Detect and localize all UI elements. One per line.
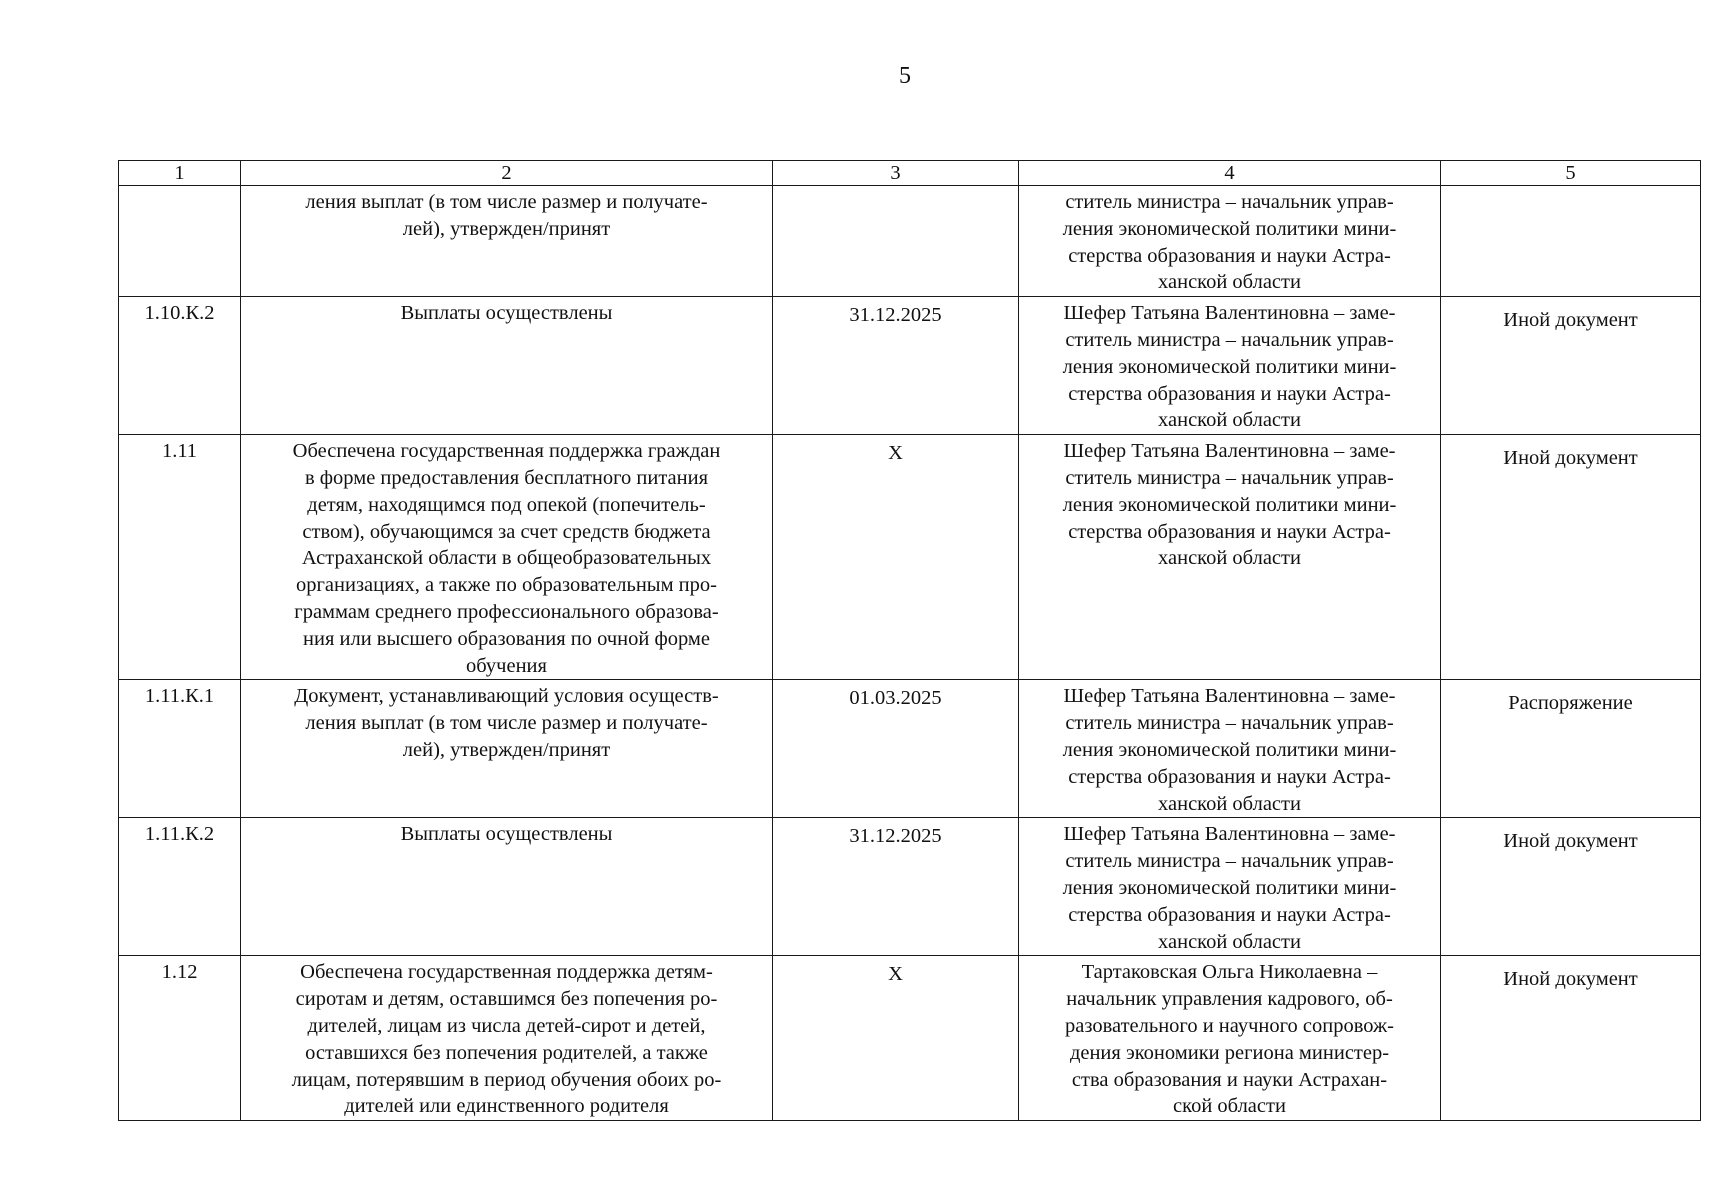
- cell-text-line: сиротам и детям, оставшимся без попечения ро-: [295, 988, 718, 1011]
- deadline-cell: [773, 186, 1019, 297]
- deadline-cell: X: [773, 435, 1019, 680]
- result-name-cell: [241, 956, 773, 1121]
- cell-text-line: стерства образования и науки Астра-: [1068, 382, 1391, 405]
- row-number-cell: 1.11.К.2: [119, 818, 241, 956]
- column-number-5: 5: [1441, 161, 1701, 186]
- cell-text-line: ханской области: [1158, 271, 1301, 294]
- cell-text-line: дения экономики региона министер-: [1069, 1041, 1390, 1064]
- document-type-cell: Иной документ: [1441, 435, 1701, 680]
- cell-text-line: ститель министра – начальник управ-: [1065, 328, 1394, 351]
- cell-text-line: организациях, а также по образовательным про-: [296, 574, 717, 597]
- cell-text-line: ханской области: [1158, 930, 1301, 953]
- responsible-cell: [1019, 956, 1441, 1121]
- cell-text-line: стерства образования и науки Астра-: [1068, 903, 1391, 926]
- row-number-cell: 1.10.К.2: [119, 297, 241, 435]
- cell-text-line: Тартаковская Ольга Николаевна –: [1081, 961, 1378, 984]
- column-number-3: 3: [773, 161, 1019, 186]
- cell-text-line: граммам среднего профессионального образова-: [294, 600, 719, 623]
- activities-table: [118, 160, 1701, 1121]
- cell-text-line: ства образования и науки Астрахан-: [1071, 1068, 1388, 1091]
- column-number-4: 4: [1019, 161, 1441, 186]
- row-number-cell: 1.11.К.1: [119, 680, 241, 818]
- cell-text-line: ститель министра – начальник управ-: [1065, 850, 1394, 873]
- cell-text-line: ния или высшего образования по очной форме: [303, 627, 710, 650]
- cell-text-line: ханской области: [1158, 792, 1301, 815]
- cell-text-line: ления выплат (в том числе размер и получате-: [305, 712, 708, 735]
- row-number-cell: 1.11: [119, 435, 241, 680]
- document-type-cell: Иной документ: [1441, 956, 1701, 1121]
- result-name-cell: [241, 186, 773, 297]
- document-type-cell: Иной документ: [1441, 818, 1701, 956]
- cell-text-line: лей), утвержден/принят: [402, 738, 611, 761]
- deadline-cell: 31.12.2025: [773, 297, 1019, 435]
- cell-text-line: дителей, лицам из числа детей-сирот и детей,: [307, 1014, 706, 1037]
- cell-text-line: ления экономической политики мини-: [1062, 493, 1397, 516]
- cell-text-line: ления экономической политики мини-: [1062, 217, 1397, 240]
- cell-text-line: ститель министра – начальник управ-: [1065, 712, 1394, 735]
- cell-text-line: стерства образования и науки Астра-: [1068, 244, 1391, 267]
- column-numbers-row: [119, 161, 1701, 186]
- cell-text-line: лицам, потерявшим в период обучения обоих ро-: [291, 1068, 722, 1091]
- table-row: [119, 435, 1701, 680]
- result-name-cell: [241, 818, 773, 956]
- cell-text-line: Обеспечена государственная поддержка граждан: [292, 440, 721, 463]
- deadline-cell: X: [773, 956, 1019, 1121]
- table-row: [119, 680, 1701, 818]
- deadline-cell: 31.12.2025: [773, 818, 1019, 956]
- result-name-cell: [241, 435, 773, 680]
- cell-text-line: Шефер Татьяна Валентиновна – заме-: [1063, 823, 1396, 846]
- cell-text-line: ханской области: [1158, 409, 1301, 432]
- cell-text-line: Астраханской области в общеобразовательных: [301, 547, 712, 570]
- column-number-2: 2: [241, 161, 773, 186]
- deadline-cell: 01.03.2025: [773, 680, 1019, 818]
- result-name-cell: [241, 297, 773, 435]
- cell-text-line: детям, находящимся под опекой (попечитель-: [307, 493, 706, 516]
- row-number-cell: [119, 186, 241, 297]
- cell-text-line: Обеспечена государственная поддержка детям-: [300, 961, 713, 984]
- cell-text-line: ством), обучающимся за счет средств бюджета: [302, 520, 711, 543]
- cell-text-line: ской области: [1173, 1095, 1286, 1118]
- cell-text-line: дителей или единственного родителя: [344, 1095, 669, 1118]
- cell-text-line: Шефер Татьяна Валентиновна – заме-: [1063, 685, 1396, 708]
- cell-text-line: Шефер Татьяна Валентиновна – заме-: [1063, 440, 1396, 463]
- cell-text-line: ститель министра – начальник управ-: [1065, 466, 1394, 489]
- cell-text-line: ления экономической политики мини-: [1062, 876, 1397, 899]
- cell-text-line: ления экономической политики мини-: [1062, 355, 1397, 378]
- table-row: [119, 186, 1701, 297]
- responsible-cell: [1019, 186, 1441, 297]
- document-type-cell: Иной документ: [1441, 297, 1701, 435]
- responsible-cell: [1019, 680, 1441, 818]
- responsible-cell: [1019, 297, 1441, 435]
- table-row: [119, 818, 1701, 956]
- page-number: 5: [899, 63, 911, 89]
- document-type-cell: [1441, 186, 1701, 297]
- result-name-cell: [241, 680, 773, 818]
- cell-text-line: ститель министра – начальник управ-: [1065, 191, 1394, 213]
- cell-text-line: оставшихся без попечения родителей, а также: [305, 1041, 708, 1064]
- cell-text-line: Документ, устанавливающий условия осуществ-: [294, 685, 719, 708]
- cell-text-line: в форме предоставления бесплатного питания: [304, 466, 709, 489]
- table-row: [119, 297, 1701, 435]
- cell-text-line: ления выплат (в том числе размер и получате-: [305, 191, 708, 213]
- cell-text-line: лей), утвержден/принят: [402, 217, 611, 240]
- cell-text-line: Выплаты осуществлены: [400, 823, 613, 846]
- table-row: [119, 956, 1701, 1121]
- cell-text-line: Выплаты осуществлены: [400, 302, 613, 325]
- responsible-cell: [1019, 818, 1441, 956]
- cell-text-line: разовательного и научного сопровож-: [1065, 1014, 1394, 1037]
- cell-text-line: стерства образования и науки Астра-: [1068, 765, 1391, 788]
- responsible-cell: [1019, 435, 1441, 680]
- cell-text-line: ления экономической политики мини-: [1062, 738, 1397, 761]
- cell-text-line: Шефер Татьяна Валентиновна – заме-: [1063, 302, 1396, 325]
- cell-text-line: обучения: [466, 654, 547, 677]
- cell-text-line: стерства образования и науки Астра-: [1068, 520, 1391, 543]
- column-number-1: 1: [119, 161, 241, 186]
- row-number-cell: 1.12: [119, 956, 241, 1121]
- cell-text-line: ханской области: [1158, 547, 1301, 570]
- document-type-cell: Распоряжение: [1441, 680, 1701, 818]
- cell-text-line: начальник управления кадрового, об-: [1066, 988, 1393, 1011]
